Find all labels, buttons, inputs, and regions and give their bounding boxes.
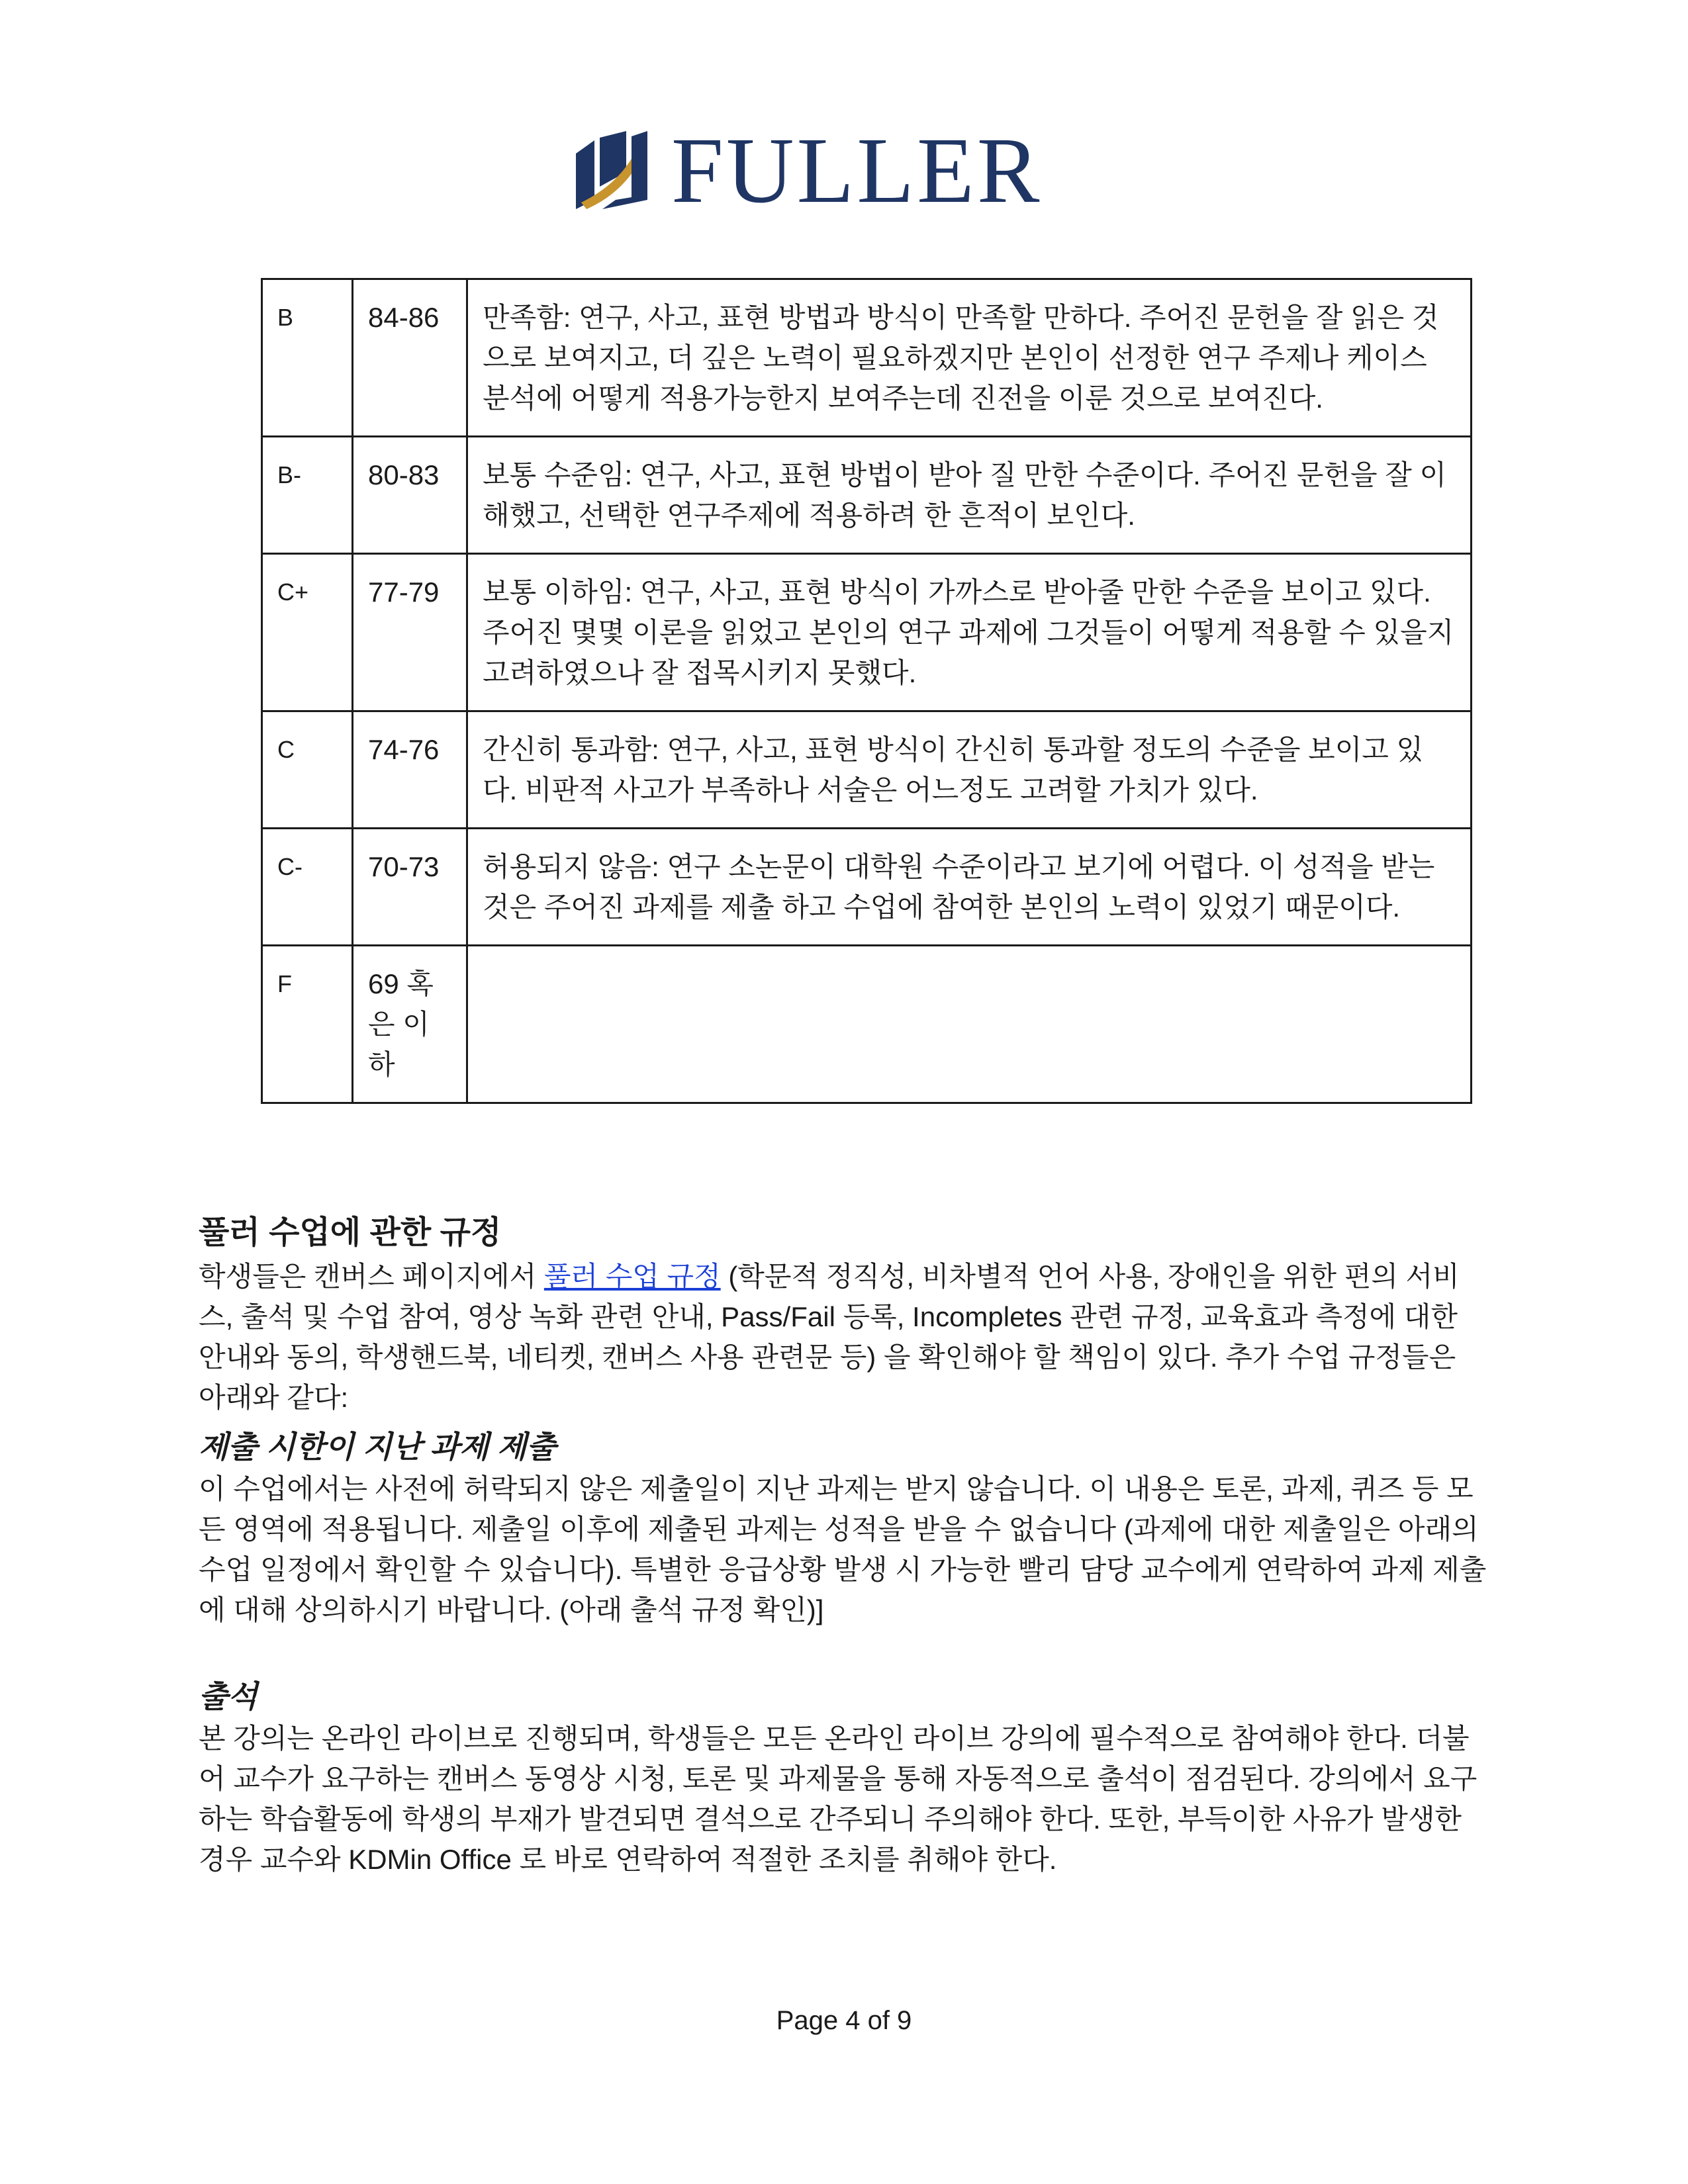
grade-cell: F bbox=[262, 946, 353, 1103]
fuller-logo-icon bbox=[576, 131, 649, 209]
score-range-cell: 84-86 bbox=[353, 279, 467, 437]
description-cell bbox=[467, 946, 1472, 1103]
description-cell: 허용되지 않음: 연구 소논문이 대학원 수준이라고 보기에 어렵다. 이 성적을 받는 것은 주어진 과제를 제출 하고 수업에 참여한 본인의 노력이 있었기 때문이다. bbox=[467, 829, 1472, 946]
description-cell: 만족함: 연구, 사고, 표현 방법과 방식이 만족할 만하다. 주어진 문헌을 잘 읽은 것으로 보여지고, 더 깊은 노력이 필요하겠지만 본인이 선정한 연구 주제나 케이스 분석에 어떻게 적용가능한지 보여주는데 진전을 이룬 것으로 보여진다. bbox=[467, 279, 1472, 437]
intro-text: 학생들은 캔버스 페이지에서 bbox=[199, 1261, 544, 1292]
score-range-cell: 80-83 bbox=[353, 437, 467, 554]
table-row bbox=[262, 437, 1472, 554]
table-row bbox=[262, 711, 1472, 829]
grading-scale-table bbox=[261, 278, 1472, 1104]
intro-text-continued: (학문적 정직성, 비차별적 언어 사용, 장애인을 위한 편의 서비스, 출석 및 수업 참여, 영상 녹화 관련 안내, Pass/Fail 등록, Incompletes 관련 규정, 교육효과 측정에 대한 안내와 동의, 학생핸드북, 네티켓, 캔버스 사용 관련문 등) 을 확인해야 할 책임이 있다. 추가 수업 규정들은 아래와 같다: bbox=[199, 1261, 1460, 1413]
logo-wordmark: FULLER bbox=[671, 118, 1043, 222]
grade-cell: C bbox=[262, 711, 353, 829]
description-cell: 보통 수준임: 연구, 사고, 표현 방법이 받아 질 만한 수준이다. 주어진 문헌을 잘 이해했고, 선택한 연구주제에 적용하려 한 흔적이 보인다. bbox=[467, 437, 1472, 554]
attendance-section bbox=[199, 1674, 1489, 1880]
attendance-text: 본 강의는 온라인 라이브로 진행되며, 학생들은 모든 온라인 라이브 강의에 필수적으로 참여해야 한다. 더불어 교수가 요구하는 캔버스 동영상 시청, 토론 및 과제물을 통해 자동적으로 출석이 점검된다. 강의에서 요구하는 학습활동에 학생의 부재가 발견되면 결석으로 간주되니 주의해야 한다. 또한, 부득이한 사유가 발생한 경우 교수와 KDMin Office 로 바로 연락하여 적절한 조치를 취해야 한다. bbox=[199, 1723, 1477, 1875]
table-row bbox=[262, 946, 1472, 1103]
grade-cell: C- bbox=[262, 829, 353, 946]
score-range-cell: 69 혹은 이하 bbox=[353, 946, 467, 1103]
fuller-logo bbox=[576, 118, 1043, 222]
late-submission-text: 이 수업에서는 사전에 허락되지 않은 제출일이 지난 과제는 받지 않습니다. 이 내용은 토론, 과제, 퀴즈 등 모든 영역에 적용됩니다. 제출일 이후에 제출된 과제는 성적을 받을 수 없습니다 (과제에 대한 제출일은 아래의 수업 일정에서 확인할 수 있습니다). 특별한 응급상황 발생 시 가능한 빨리 담당 교수에게 연락하여 과제 제출에 대해 상의하시기 바랍니다. (아래 출석 규정 확인)] bbox=[199, 1473, 1487, 1625]
policies-section bbox=[199, 1210, 1489, 1418]
score-range-cell: 70-73 bbox=[353, 829, 467, 946]
page-number: Page 4 of 9 bbox=[776, 2006, 912, 2035]
course-policies-link[interactable]: 풀러 수업 규정 bbox=[543, 1261, 721, 1292]
late-submission-section bbox=[199, 1425, 1489, 1630]
grade-cell: B bbox=[262, 279, 353, 437]
description-cell: 간신히 통과함: 연구, 사고, 표현 방식이 간신히 통과할 정도의 수준을 보이고 있다. 비판적 사고가 부족하나 서술은 어느정도 고려할 가치가 있다. bbox=[467, 711, 1472, 829]
grade-cell: C+ bbox=[262, 554, 353, 711]
section-heading: 풀러 수업에 관한 규정 bbox=[199, 1215, 502, 1250]
grade-cell: B- bbox=[262, 437, 353, 554]
subsection-heading: 출석 bbox=[199, 1679, 258, 1713]
table-row bbox=[262, 554, 1472, 711]
policies-intro bbox=[199, 1256, 1489, 1418]
subsection-heading: 제출 시한이 지난 과제 제출 bbox=[199, 1430, 556, 1464]
score-range-cell: 77-79 bbox=[353, 554, 467, 711]
description-cell: 보통 이하임: 연구, 사고, 표현 방식이 가까스로 받아줄 만한 수준을 보이고 있다. 주어진 몇몇 이론을 읽었고 본인의 연구 과제에 그것들이 어떻게 적용할 수 있을지 고려하였으나 잘 접목시키지 못했다. bbox=[467, 554, 1472, 711]
score-range-cell: 74-76 bbox=[353, 711, 467, 829]
table-row bbox=[262, 829, 1472, 946]
table-row bbox=[262, 279, 1472, 437]
